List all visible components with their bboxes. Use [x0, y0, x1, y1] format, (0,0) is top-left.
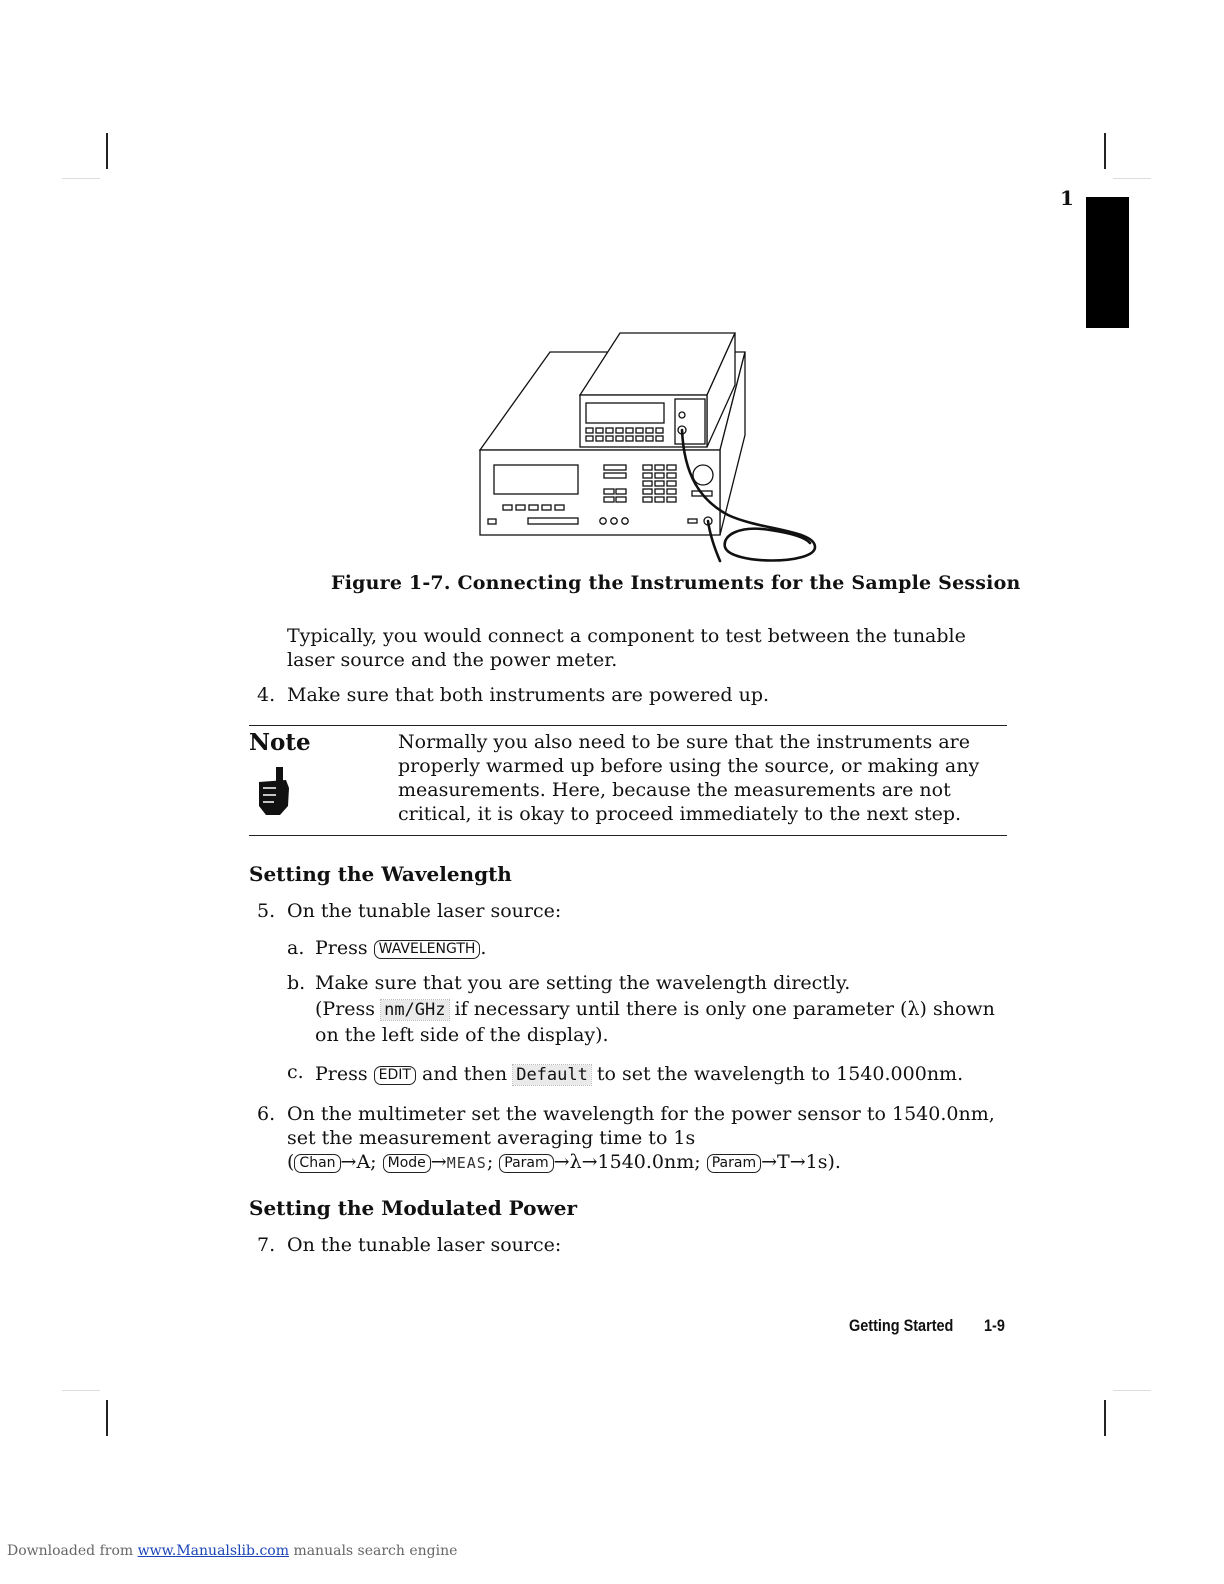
arrow: → [430, 1151, 447, 1173]
crop-mark [106, 1400, 108, 1436]
step-6-line1: On the multimeter set the wavelength for the power sensor to 1540.0nm, [287, 1103, 995, 1125]
meas-display-text: MEAS [446, 1154, 487, 1172]
substep-c [315, 1062, 963, 1086]
download-suffix: manuals search engine [293, 1543, 458, 1559]
paren: ( [287, 1151, 295, 1173]
note-top-rule [249, 725, 1007, 726]
press-label: (Press [315, 998, 376, 1020]
press-label: Press [315, 937, 368, 959]
chan-result: →A; [340, 1151, 377, 1173]
footer-section-name: Getting Started [849, 1316, 954, 1335]
substep-b-line2-text: if necessary until there is only one parameter (λ) shown [454, 998, 995, 1020]
step-4-text: Make sure that both instruments are powered up. [287, 684, 770, 706]
step-5-text: On the tunable laser source: [287, 900, 562, 922]
figure-caption: Figure 1-7. Connecting the Instruments for the Sample Session [331, 572, 1021, 594]
substep-c-text: to set the wavelength to 1540.000nm. [596, 1063, 964, 1085]
chan-key: Chan [294, 1154, 340, 1173]
crop-mark [1104, 133, 1106, 169]
crop-line [1113, 1390, 1151, 1391]
semicolon: ; [486, 1151, 494, 1173]
section-heading-modulated-power: Setting the Modulated Power [249, 1196, 577, 1220]
pointing-hand-icon [256, 766, 292, 816]
press-label: Press [315, 1063, 368, 1085]
step-number: 5. [257, 900, 276, 922]
crop-line [62, 1390, 100, 1391]
note-label: Note [249, 729, 311, 756]
substep-b-line3: on the left side of the display). [315, 1024, 609, 1046]
footer-page-number: 1-9 [984, 1316, 1005, 1335]
step-number: 7. [257, 1234, 276, 1256]
substep-c-letter: c. [287, 1061, 304, 1083]
step-4 [257, 683, 275, 707]
nm-ghz-softkey: nm/GHz [381, 1000, 448, 1020]
step-6-line2: set the measurement averaging time to 1s [287, 1127, 696, 1149]
substep-b-line2 [315, 997, 995, 1021]
step-number: 4. [257, 684, 276, 706]
step-6-key-sequence [287, 1150, 841, 1175]
chapter-number: 1 [1060, 186, 1074, 210]
mode-key: Mode [383, 1154, 431, 1173]
wavelength-key: WAVELENGTH [374, 940, 481, 959]
and-then-label: and then [422, 1063, 508, 1085]
step-7-text: On the tunable laser source: [287, 1234, 562, 1256]
manualslib-link[interactable]: www.Manualslib.com [137, 1543, 289, 1559]
crop-mark [106, 133, 108, 169]
note-text: Normally you also need to be sure that the instruments are properly warmed up before using the source, or making any measurements. Here, because the measurements are not critical, it is okay to proceed immediately to the next step. [398, 731, 980, 825]
substep-b-letter: b. [287, 972, 306, 994]
step-number: 6. [257, 1103, 276, 1125]
substep-b-line1: Make sure that you are setting the wavelength directly. [315, 972, 851, 994]
crop-mark [1104, 1400, 1106, 1436]
chapter-tab [1086, 197, 1129, 328]
crop-line [62, 178, 100, 179]
period: . [480, 937, 487, 959]
download-banner [7, 1543, 457, 1559]
download-prefix: Downloaded from [7, 1543, 134, 1559]
crop-line [1113, 178, 1151, 179]
instruments-illustration [470, 325, 830, 570]
param-result: →T→1s). [761, 1151, 841, 1173]
intro-paragraph: Typically, you would connect a component to test between the tunable laser source and the power meter. [287, 625, 966, 671]
section-heading-wavelength: Setting the Wavelength [249, 862, 512, 886]
substep-a-letter: a. [287, 937, 305, 959]
edit-key: EDIT [374, 1066, 416, 1085]
param-key: Param [499, 1154, 553, 1173]
default-softkey: Default [513, 1065, 591, 1085]
substep-a [315, 936, 486, 960]
note-bottom-rule [249, 835, 1007, 836]
param-key: Param [707, 1154, 761, 1173]
param-result: →λ→1540.0nm; [553, 1151, 701, 1173]
